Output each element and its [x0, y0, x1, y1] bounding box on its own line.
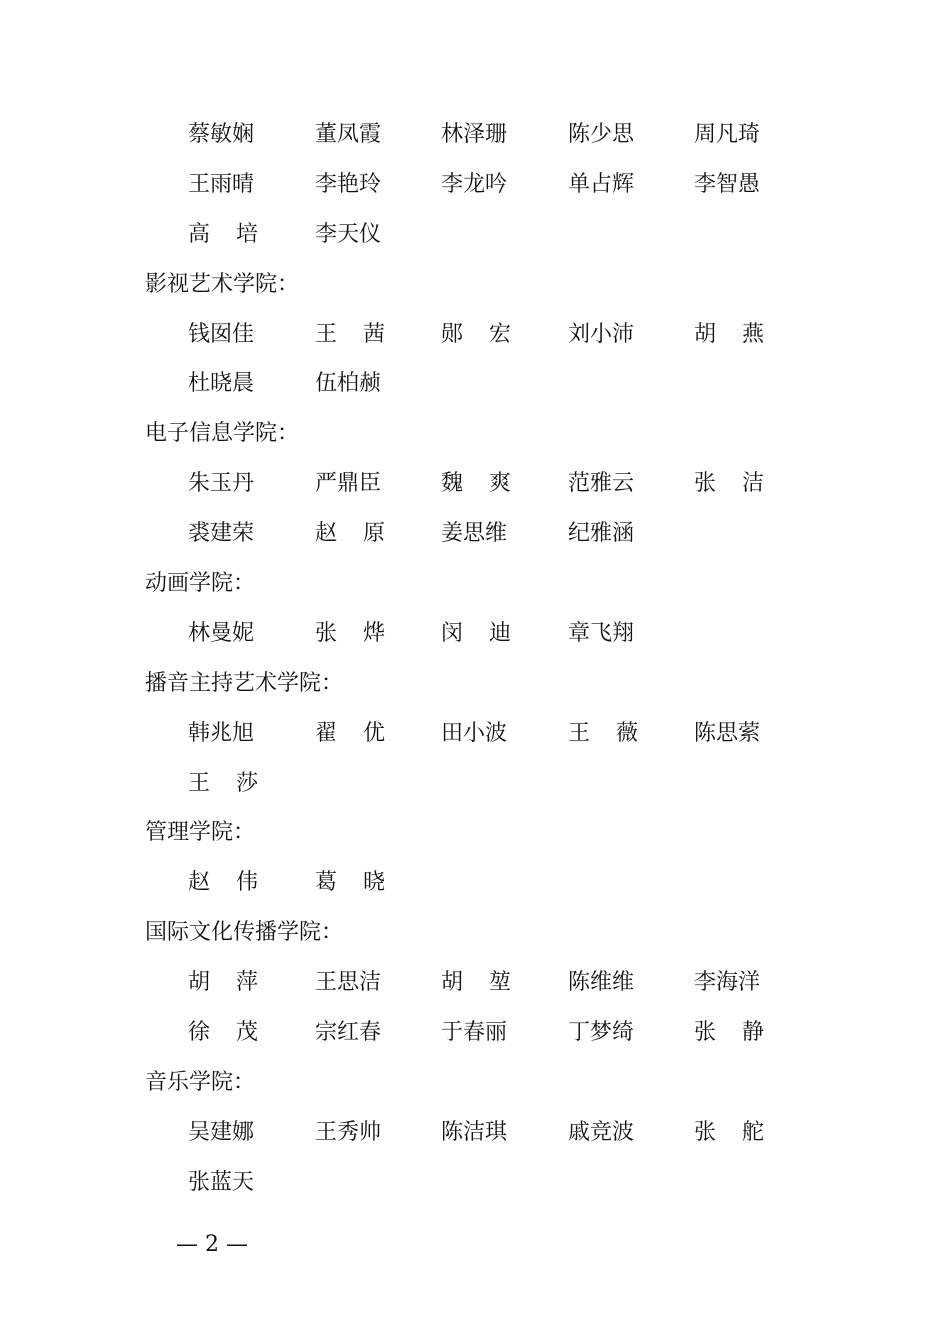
person-name: 闵 迪	[441, 620, 511, 646]
person-name: 李海洋	[694, 970, 761, 996]
person-name: 魏 爽	[441, 471, 511, 497]
person-name: 宗红春	[315, 1020, 382, 1046]
name-row	[0, 709, 950, 759]
person-name: 张 舵	[694, 1119, 764, 1145]
section-heading: 音乐学院：	[145, 1069, 256, 1095]
person-name: 朱玉丹	[188, 471, 255, 497]
person-name: 王雨晴	[188, 171, 255, 197]
person-name: 张 洁	[694, 471, 764, 497]
name-row	[0, 1008, 950, 1058]
person-name: 纪雅涵	[568, 521, 635, 547]
person-name: 蔡敏娴	[188, 122, 255, 147]
person-name: 陈洁琪	[441, 1119, 508, 1145]
person-name: 张蓝天	[188, 1169, 255, 1195]
person-name: 范雅云	[568, 471, 635, 497]
section-heading: 影视艺术学院：	[145, 271, 300, 297]
section-heading: 电子信息学院：	[145, 421, 300, 447]
person-name: 王思洁	[315, 970, 382, 996]
name-row	[0, 609, 950, 659]
section-heading: 播音主持艺术学院：	[145, 670, 344, 696]
person-name: 周凡琦	[694, 122, 761, 147]
person-name: 李天仪	[315, 221, 382, 247]
name-row	[0, 858, 950, 908]
name-row	[0, 759, 950, 809]
person-name: 姜思维	[441, 521, 508, 547]
person-name: 胡 燕	[694, 321, 764, 347]
name-row	[0, 210, 950, 260]
name-row	[0, 1108, 950, 1158]
name-row	[0, 110, 950, 160]
person-name: 王秀帅	[315, 1119, 382, 1145]
person-name: 翟 优	[315, 720, 385, 746]
person-name: 吴建娜	[188, 1119, 255, 1145]
person-name: 郧 宏	[441, 321, 511, 347]
person-name: 于春丽	[441, 1020, 508, 1046]
person-name: 王 薇	[568, 720, 638, 746]
person-name: 王 莎	[188, 770, 258, 796]
person-name: 章飞翔	[568, 620, 635, 646]
person-name: 赵 原	[315, 521, 385, 547]
name-row	[0, 359, 950, 409]
name-row	[0, 160, 950, 210]
name-row	[0, 1158, 950, 1208]
person-name: 胡 堃	[441, 970, 511, 996]
person-name: 陈思萦	[694, 720, 761, 746]
person-name: 杜晓晨	[188, 371, 255, 397]
person-name: 赵 伟	[188, 870, 258, 896]
person-name: 李艳玲	[315, 171, 382, 197]
person-name: 董凤霞	[315, 122, 382, 147]
person-name: 林曼妮	[188, 620, 255, 646]
person-name: 刘小沛	[568, 321, 635, 347]
person-name: 单占辉	[568, 171, 635, 197]
person-name: 张 烨	[315, 620, 385, 646]
name-row	[0, 310, 950, 360]
person-name: 徐 茂	[188, 1020, 258, 1046]
name-list-document	[0, 110, 950, 1208]
person-name: 张 静	[694, 1020, 764, 1046]
person-name: 胡 萍	[188, 970, 258, 996]
person-name: 林泽珊	[441, 122, 508, 147]
person-name: 李智愚	[694, 171, 761, 197]
page-number: — 2 —	[176, 1232, 248, 1257]
person-name: 高 培	[188, 221, 258, 247]
person-name: 田小波	[441, 720, 508, 746]
name-row	[0, 459, 950, 509]
person-name: 严鼎臣	[315, 471, 382, 497]
person-name: 钱囡佳	[188, 321, 255, 347]
section-heading: 动画学院：	[145, 571, 256, 597]
person-name: 裘建荣	[188, 521, 255, 547]
name-row	[0, 958, 950, 1008]
person-name: 戚竞波	[568, 1119, 635, 1145]
section-heading: 国际文化传播学院：	[145, 920, 344, 946]
person-name: 葛 晓	[315, 870, 385, 896]
person-name: 陈少思	[568, 122, 635, 147]
person-name: 李龙吟	[441, 171, 508, 197]
person-name: 丁梦绮	[568, 1020, 635, 1046]
section-heading: 管理学院：	[145, 820, 256, 846]
person-name: 陈维维	[568, 970, 635, 996]
person-name: 伍柏赪	[315, 371, 382, 397]
name-row	[0, 509, 950, 559]
person-name: 韩兆旭	[188, 720, 255, 746]
person-name: 王 茜	[315, 321, 385, 347]
